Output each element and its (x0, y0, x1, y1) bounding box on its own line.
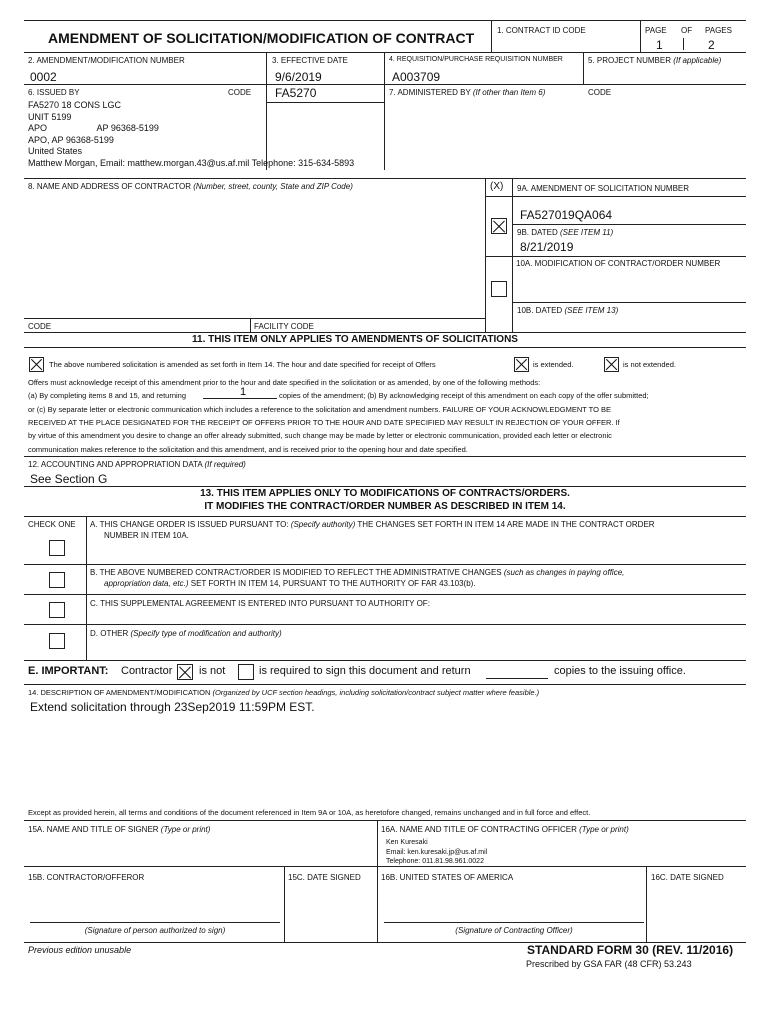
item13-c-line1: C. THIS SUPPLEMENTAL AGREEMENT IS ENTERED INTO PURSUANT TO AUTHORITY OF: (90, 599, 430, 608)
is-not-text: is not (199, 665, 226, 677)
requisition-value: A003709 (392, 70, 441, 84)
checkbox-is-required[interactable] (238, 664, 254, 680)
dated-10b-label: 10B. DATED (SEE ITEM 13) (517, 306, 619, 315)
item11-line5: RECEIVED AT THE PLACE DESIGNATED FOR THE RECEIPT OF OFFERS PRIOR TO THE HOUR AND DATE SPECIFIED MAY RESULT IN REJECTION OF YOUR OFFER. If (28, 418, 620, 427)
form-title: AMENDMENT OF SOLICITATION/MODIFICATION OF CONTRACT (48, 30, 475, 46)
checkbox-13d[interactable] (49, 633, 65, 649)
check-one-label: CHECK ONE (28, 520, 76, 529)
amendment-9a-value: FA527019QA064 (520, 208, 613, 222)
checkbox-extended[interactable] (514, 357, 529, 372)
checkbox-not-extended[interactable] (604, 357, 619, 372)
issued-code-value: FA5270 (275, 86, 317, 100)
effective-date-label: 3. EFFECTIVE DATE (272, 56, 348, 65)
important-label: E. IMPORTANT: (28, 665, 109, 677)
item12-label: 12. ACCOUNTING AND APPROPRIATION DATA (If required) (28, 460, 246, 469)
checkbox-10a[interactable] (491, 281, 507, 297)
item11-heading: 11. THIS ITEM ONLY APPLIES TO AMENDMENTS OF SOLICITATIONS (192, 334, 518, 345)
contractor-text: Contractor (121, 665, 173, 677)
item13-b-line2: appropriation data, etc.) SET FORTH IN ITEM 14, PURSUANT TO THE AUTHORITY OF FAR 43.103(b). (104, 579, 476, 588)
item14-value: Extend solicitation through 23Sep2019 11:59PM EST. (30, 700, 315, 714)
amendment-9a-label: 9A. AMENDMENT OF SOLICITATION NUMBER (517, 184, 690, 193)
signature-person-caption: (Signature of person authorized to sign) (84, 926, 226, 935)
item11-line4: or (c) By separate letter or electronic communication which includes a reference to the solicitation and amendment numbers. FAILURE OF YOUR ACKNOWLEDGMENT TO BE (28, 405, 612, 414)
usa-16b-label: 16B. UNITED STATES OF AMERICA (381, 873, 514, 882)
prescribed-by: Prescribed by GSA FAR (48 CFR) 53.243 (526, 959, 692, 969)
modification-10a-label: 10A. MODIFICATION OF CONTRACT/ORDER NUMBER (516, 259, 721, 268)
item11-line7: communication makes reference to the solicitation and this amendment, and is received prior to the opening hour and date specified. (28, 445, 468, 454)
effective-date-value: 9/6/2019 (275, 70, 322, 84)
dated-9b-label: 9B. DATED (SEE ITEM 11) (517, 228, 614, 237)
amendment-number-value: 0002 (30, 70, 57, 84)
checkbox-13a[interactable] (49, 540, 65, 556)
date-16c-label: 16C. DATE SIGNED (651, 873, 724, 882)
of-label: OF (681, 26, 693, 35)
officer-16a-label: 16A. NAME AND TITLE OF CONTRACTING OFFICER (Type or print) (381, 825, 629, 834)
is-required-text: is required to sign this document and return (259, 665, 471, 677)
item14-label: 14. DESCRIPTION OF AMENDMENT/MODIFICATION (Organized by UCF section headings, including solicitation/contract subject matter where feasible.) (28, 688, 540, 697)
extended-label: is extended. (533, 360, 574, 369)
copies-blank[interactable] (486, 678, 548, 679)
issued-by-label: 6. ISSUED BY (28, 88, 80, 97)
not-extended-label: is not extended. (623, 360, 676, 369)
pages-value: 2 (708, 38, 715, 52)
copies-to-office-text: copies to the issuing office. (554, 665, 686, 677)
issued-code-label: CODE (228, 88, 252, 97)
page-label: PAGE (645, 26, 667, 35)
date-15c-label: 15C. DATE SIGNED (288, 873, 361, 882)
signature-officer-caption: (Signature of Contracting Officer) (455, 926, 573, 935)
officer-signature-line[interactable] (384, 922, 644, 923)
except-provided-text: Except as provided herein, all terms and conditions of the document referenced in Item 9A or 10A, as heretofore changed, remains unchanged and in full force and effect. (28, 808, 591, 817)
contractor-signature-line[interactable] (30, 922, 280, 923)
issuer-address: FA5270 18 CONS LGC UNIT 5199 APO AP 96368-5199 APO, AP 96368-5199 United States Matthew Morgan, Email: matthew.morgan.43@us.af.mil Telephone: 315-634-5893 (28, 100, 355, 168)
item13-heading-1: 13. THIS ITEM APPLIES ONLY TO MODIFICATIONS OF CONTRACTS/ORDERS. (200, 488, 570, 499)
item11-line6: by virtue of this amendment you desire to change an offer already submitted, such change may be made by letter or electronic communication, provided each letter or electronic (28, 431, 612, 440)
facility-code-label: FACILITY CODE (254, 322, 314, 331)
form-name: STANDARD FORM 30 (REV. 11/2016) (527, 943, 734, 957)
item11-line3a: (a) By completing items 8 and 15, and returning (28, 391, 187, 400)
item13-d-line1: D. OTHER (Specify type of modification and authority) (90, 629, 282, 638)
item11-line3b: copies of the amendment; (b) By acknowledging receipt of this amendment on each copy of the offer submitted; (279, 391, 649, 400)
project-number-label: 5. PROJECT NUMBER (If applicable) (588, 56, 722, 65)
officer-info: Ken Kuresaki Email: ken.kuresaki.jp@us.af.mil Telephone: 011.81.98.961.0022 (386, 839, 488, 865)
checkbox-9a[interactable] (491, 218, 507, 234)
x-column-label: (X) (490, 181, 504, 192)
checkbox-item11-amended[interactable] (29, 357, 44, 372)
contractor-code-label: CODE (28, 322, 52, 331)
checkbox-13b[interactable] (49, 572, 65, 588)
checkbox-13c[interactable] (49, 602, 65, 618)
requisition-label: 4. REQUISITION/PURCHASE REQUISITION NUMBER (389, 56, 563, 63)
copies-value: 1 (240, 386, 247, 398)
contractor-label: 8. NAME AND ADDRESS OF CONTRACTOR (Number, street, county, State and ZIP Code) (28, 182, 353, 191)
page-value: 1 (656, 38, 663, 52)
amendment-number-label: 2. AMENDMENT/MODIFICATION NUMBER (28, 56, 185, 65)
contractor-15b-label: 15B. CONTRACTOR/OFFEROR (28, 873, 145, 882)
item13-a-line1: A. THIS CHANGE ORDER IS ISSUED PURSUANT TO: (Specify authority) THE CHANGES SET FORTH IN ITEM 14 ARE MADE IN THE CONTRACT ORDER (90, 520, 655, 529)
item13-b-line1: B. THE ABOVE NUMBERED CONTRACT/ORDER IS MODIFIED TO REFLECT THE ADMINISTRATIVE CHANGES (such as changes in paying office, (90, 568, 625, 577)
contract-id-label: 1. CONTRACT ID CODE (497, 26, 586, 35)
signer-15a-label: 15A. NAME AND TITLE OF SIGNER (Type or print) (28, 825, 211, 834)
pages-label: PAGES (705, 26, 732, 35)
checkbox-is-not[interactable] (177, 664, 193, 680)
item12-value: See Section G (30, 472, 108, 486)
previous-edition-note: Previous edition unusable (28, 945, 132, 955)
administered-code-label: CODE (588, 88, 612, 97)
dated-9b-value: 8/21/2019 (520, 240, 574, 254)
item13-heading-2: IT MODIFIES THE CONTRACT/ORDER NUMBER AS DESCRIBED IN ITEM 14. (204, 501, 566, 512)
item13-a-line2: NUMBER IN ITEM 10A. (104, 531, 189, 540)
item11-line1: The above numbered solicitation is amended as set forth in Item 14. The hour and date specified for receipt of Offers (49, 360, 436, 369)
item11-line2: Offers must acknowledge receipt of this amendment prior to the hour and date specified in the solicitation or as amended, by one of the following methods: (28, 378, 541, 387)
administered-by-label: 7. ADMINISTERED BY (If other than Item 6) (389, 88, 546, 97)
